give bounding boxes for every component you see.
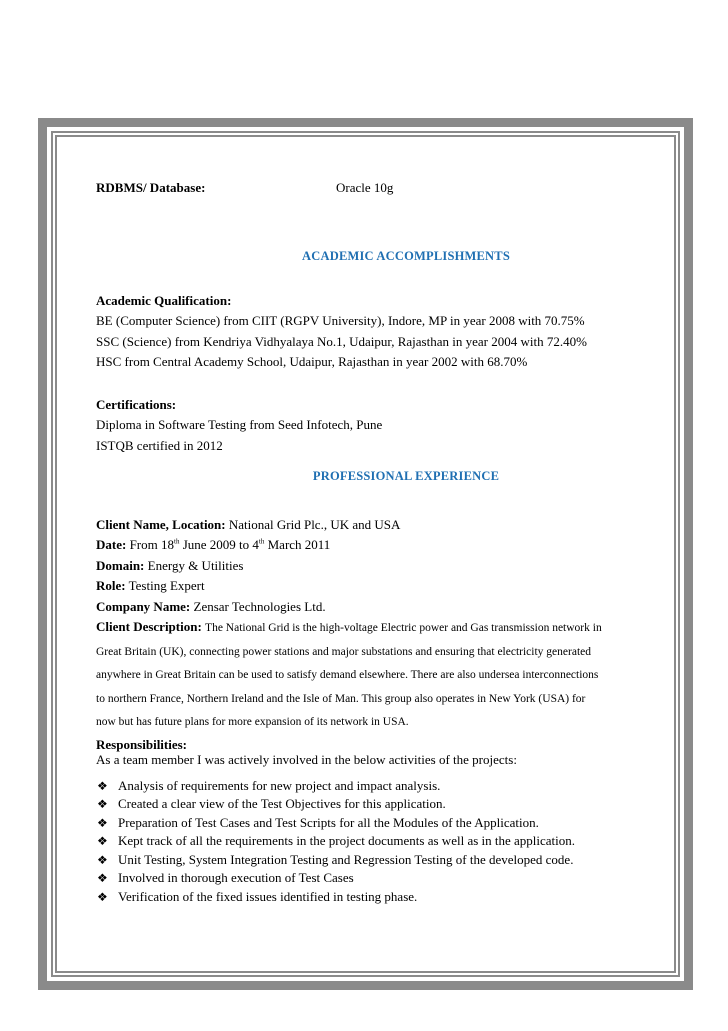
certifications-label: Certifications: [96, 396, 177, 412]
list-item [96, 814, 636, 833]
responsibilities-intro: As a team member I was actively involved in the below activities of the projects: [96, 751, 517, 767]
list-item [96, 777, 636, 796]
diamond-bullet-icon: ❖ [97, 778, 108, 793]
role-label: Role: [96, 578, 126, 593]
database-label: RDBMS/ Database: [96, 180, 206, 195]
date-to-suffix: th [258, 537, 265, 546]
experience-heading: PROFESSIONAL EXPERIENCE [312, 469, 500, 483]
company-row [96, 597, 636, 618]
responsibility-text: Preparation of Test Cases and Test Scripts for all the Modules of the Application. [118, 814, 539, 830]
list-item [96, 832, 636, 851]
qualification-item: HSC from Central Academy School, Udaipur, Rajasthan in year 2002 with 68.70% [96, 354, 528, 369]
company-value: Zensar Technologies Ltd. [193, 598, 326, 614]
responsibility-text: Created a clear view of the Test Objectives for this application. [118, 796, 446, 811]
diamond-bullet-icon: ❖ [97, 797, 108, 811]
diamond-bullet-icon: ❖ [97, 815, 108, 830]
role-value: Testing Expert [128, 578, 205, 593]
responsibility-text: Involved in thorough execution of Test Cases [118, 870, 354, 885]
date-end: March 2011 [267, 537, 331, 552]
domain-value: Energy & Utilities [147, 557, 244, 573]
list-item [96, 869, 636, 888]
certification-item: Diploma in Software Testing from Seed Infotech, Pune [96, 417, 383, 432]
certification-item: ISTQB certified in 2012 [96, 437, 223, 453]
responsibility-text: Unit Testing, System Integration Testing and Regression Testing of the developed code. [118, 851, 574, 867]
responsibility-text: Kept track of all the requirements in the project documents as well as in the application. [118, 833, 576, 848]
responsibilities-list [96, 777, 636, 907]
qualification-item: BE (Computer Science) from CIIT (RGPV University), Indore, MP in year 2008 with 70.75% [96, 313, 585, 328]
domain-label: Domain: [96, 557, 145, 573]
diamond-bullet-icon: ❖ [97, 889, 108, 904]
database-value: Oracle 10g [336, 180, 394, 195]
client-name-row [96, 515, 636, 536]
client-name-value: National Grid Plc., UK and USA [228, 516, 401, 532]
responsibilities-label: Responsibilities: [96, 736, 188, 752]
client-name-label: Client Name, Location: [96, 516, 226, 532]
diamond-bullet-icon: ❖ [97, 834, 108, 848]
diamond-bullet-icon: ❖ [97, 852, 108, 867]
date-middle: June 2009 to 4 [182, 537, 259, 552]
responsibility-text: Verification of the fixed issues identified in testing phase. [118, 888, 418, 904]
list-item [96, 888, 636, 907]
client-description-text: Great Britain (UK), connecting power stations and major substations and ensuring that electricity generated [96, 645, 591, 658]
date-label: Date: [96, 537, 127, 552]
client-description-text: The National Grid is the high-voltage Electric power and Gas transmission network in [205, 622, 602, 634]
client-description-label: Client Description: [96, 619, 202, 634]
client-description-row [96, 617, 636, 639]
responsibility-text: Analysis of requirements for new project and impact analysis. [118, 777, 441, 793]
client-description-text: to northern France, Northern Ireland and the Isle of Man. This group also operates in New York (USA) for [96, 692, 586, 705]
resume-content [96, 178, 636, 906]
academic-heading: ACADEMIC ACCOMPLISHMENTS [302, 249, 510, 263]
date-row [96, 535, 636, 556]
qualification-label: Academic Qualification: [96, 292, 232, 308]
list-item [96, 795, 636, 814]
qualification-item: SSC (Science) from Kendriya Vidhyalaya No.1, Udaipur, Rajasthan in year 2004 with 72.40% [96, 333, 587, 349]
company-label: Company Name: [96, 598, 191, 614]
client-description-text: anywhere in Great Britain can be used to satisfy demand elsewhere. There are also undersea interconnections [96, 669, 599, 681]
date-from: From 18 [129, 537, 174, 552]
list-item [96, 851, 636, 870]
date-from-suffix: th [174, 537, 180, 546]
client-description-text: now but has future plans for more expansion of its network in USA. [96, 716, 409, 728]
diamond-bullet-icon: ❖ [97, 871, 108, 885]
role-row [96, 576, 636, 597]
database-row [96, 178, 636, 200]
domain-row [96, 556, 636, 577]
